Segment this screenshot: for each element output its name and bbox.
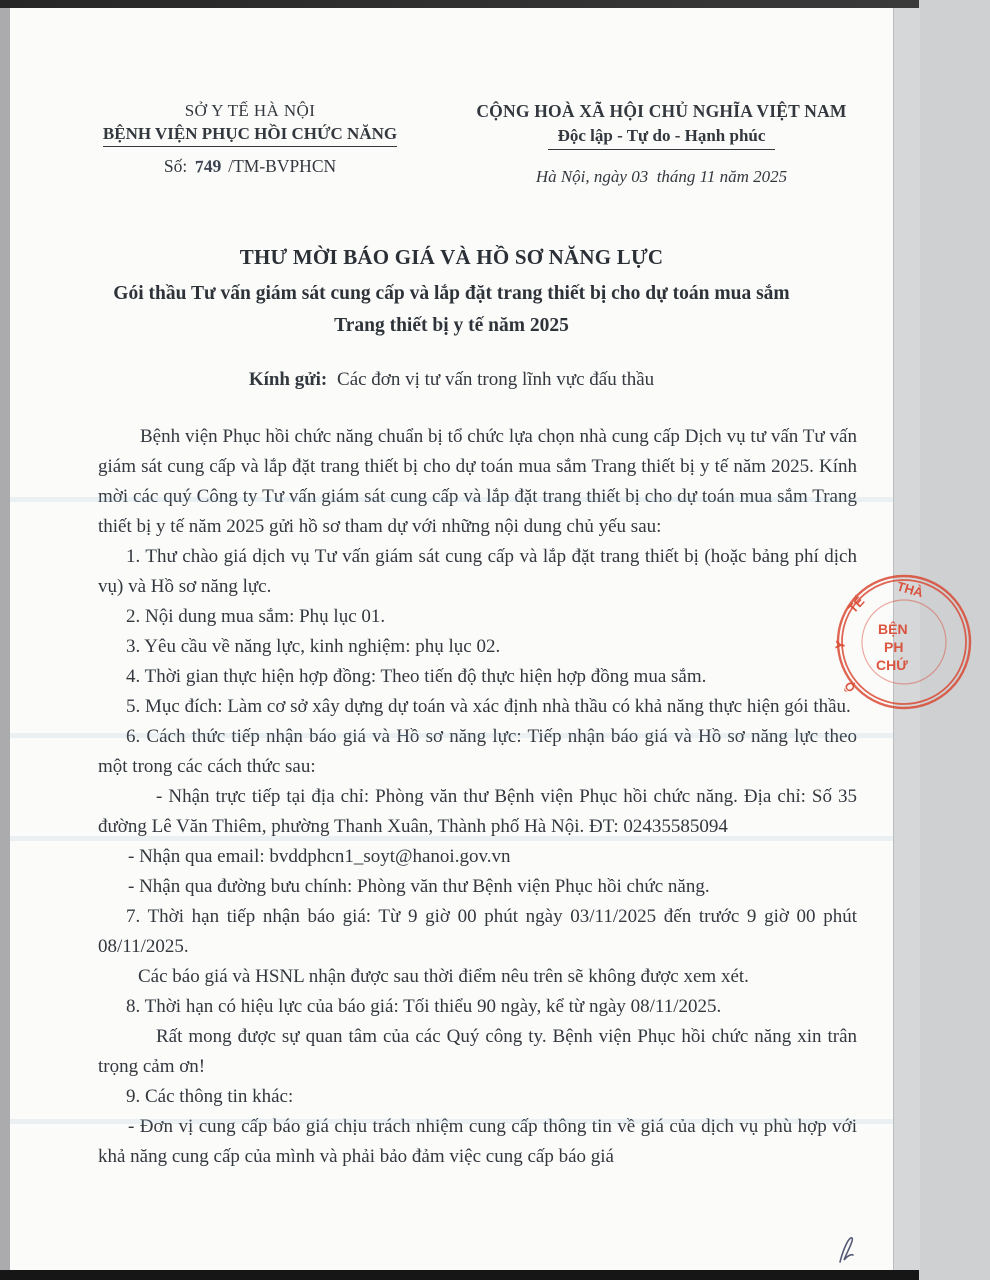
document-page [10,8,925,1270]
document-body [10,422,893,1172]
photo-edge-top [0,0,919,8]
document-header [10,101,893,187]
late-submission-note: Các báo giá và HSNL nhận được sau thời điểm nêu trên sẽ không được xem xét. [138,966,749,987]
stamp-ring-text-lower-left: Ộ [841,678,859,695]
other-info-dash: - Đơn vị cung cấp báo giá chịu trách nhiệm cung cấp thông tin về giá của dịch vụ phù hợp với khả năng cung cấp của mình và phải bảo đảm việc cung cấp báo giá [98,1116,857,1167]
document-number-handwritten: 749 [194,155,222,177]
closing-thanks: Rất mong được sự quan tâm của các Quý công ty. Bệnh viện Phục hồi chức năng xin trân trọng cảm ơn! [98,1026,857,1077]
scan-artifact-line [10,1119,893,1124]
document-number-label: Số: [163,156,188,176]
header-right-block [430,101,893,187]
official-red-stamp-icon [820,568,990,728]
subtitle-line-2: Trang thiết bị y tế năm 2025 [334,315,569,336]
department-name: SỞ Y TẾ HÀ NỘI [184,101,316,120]
item-4: 4. Thời gian thực hiện hợp đồng: Theo tiến độ thực hiện hợp đồng mua sắm. [126,666,707,687]
scan-artifact-line [10,497,893,502]
item-2: 2. Nội dung mua sắm: Phụ lục 01. [126,606,386,627]
organization-name: BỆNH VIỆN PHỤC HỒI CHỨC NĂNG [70,124,430,147]
subtitle-line-1: Gói thầu Tư vấn giám sát cung cấp và lắp đặt trang thiết bị cho dự toán mua sắm [113,283,790,304]
pen-mark [833,1230,863,1268]
item-1: 1. Thư chào giá dịch vụ Tư vấn giám sát cung cấp và lắp đặt trang thiết bị (hoặc bảng phí dịch vụ) và Hồ sơ năng lực. [98,546,857,597]
method-email: - Nhận qua email: bvddphcn1_soyt@hanoi.gov.vn [128,846,511,867]
document-title: THƯ MỜI BÁO GIÁ VÀ HỒ SƠ NĂNG LỰC [239,245,664,269]
item-5: 5. Mục đích: Làm cơ sở xây dựng dự toán và xác định nhà thầu có khả năng thực hiện gói thầu. [126,696,851,717]
stamp-ring-text-upper-left: TẾ [845,593,868,617]
salutation-text: Các đơn vị tư vấn trong lĩnh vực đấu thầu [337,369,655,390]
method-post: - Nhận qua đường bưu chính: Phòng văn thư Bệnh viện Phục hồi chức năng. [128,876,710,897]
photo-edge-left [0,8,10,1270]
item-8: 8. Thời hạn có hiệu lực của báo giá: Tối thiểu 90 ngày, kể từ ngày 08/11/2025. [126,996,722,1017]
dateline: Hà Nội, ngày 03 tháng 11 năm 2025 [535,167,788,186]
item-6: 6. Cách thức tiếp nhận báo giá và Hồ sơ năng lực: Tiếp nhận báo giá và Hồ sơ năng lực theo một trong các cách thức sau: [98,726,857,777]
national-title: CỘNG HOÀ XÃ HỘI CHỦ NGHĨA VIỆT NAM [476,101,847,121]
item-9: 9. Các thông tin khác: [126,1086,294,1107]
stamp-center-line-2: PH [884,639,904,655]
stamp-center-line-1: BỆN [878,621,908,637]
photo-edge-bottom [0,1270,919,1280]
document-number-suffix: /TM-BVPHCN [228,156,337,176]
stamp-center-line-3: CHỨ [876,657,908,673]
document-subtitle [10,278,893,342]
document-number [70,156,430,177]
paragraph-intro: Bệnh viện Phục hồi chức năng chuẩn bị tổ chức lựa chọn nhà cung cấp Dịch vụ tư vấn Tư vấn giám sát cung cấp và lắp đặt trang thiết bị cho dự toán mua sắm Trang thiết bị y tế năm 2025. Kính mời các quý Công ty Tư vấn giám sát cung cấp và lắp đặt trang thiết bị cho dự toán mua sắm Trang thiết bị y tế năm 2025 gửi hồ sơ tham dự với những nội dung chủ yếu sau: [98,426,857,537]
salutation [10,369,893,391]
header-left-block [70,101,430,187]
stamp-ring-text-left: Y [832,639,849,651]
method-direct: - Nhận trực tiếp tại địa chỉ: Phòng văn thư Bệnh viện Phục hồi chức năng. Địa chỉ: Số 35 đường Lê Văn Thiêm, phường Thanh Xuân, Thành phố Hà Nội. ĐT: 02435585094 [98,786,857,837]
item-3: 3. Yêu cầu về năng lực, kinh nghiệm: phụ lục 02. [126,636,501,657]
salutation-label: Kính gửi: [248,369,328,390]
scan-artifact-line [10,733,893,738]
item-7: 7. Thời hạn tiếp nhận báo giá: Từ 9 giờ 00 phút ngày 03/11/2025 đến trước 9 giờ 00 phút 08/11/2025. [98,906,857,957]
national-motto: Độc lập - Tự do - Hạnh phúc [430,126,893,150]
stamp-ring-text-top: THÀ [895,578,925,601]
scan-artifact-line [10,836,893,841]
